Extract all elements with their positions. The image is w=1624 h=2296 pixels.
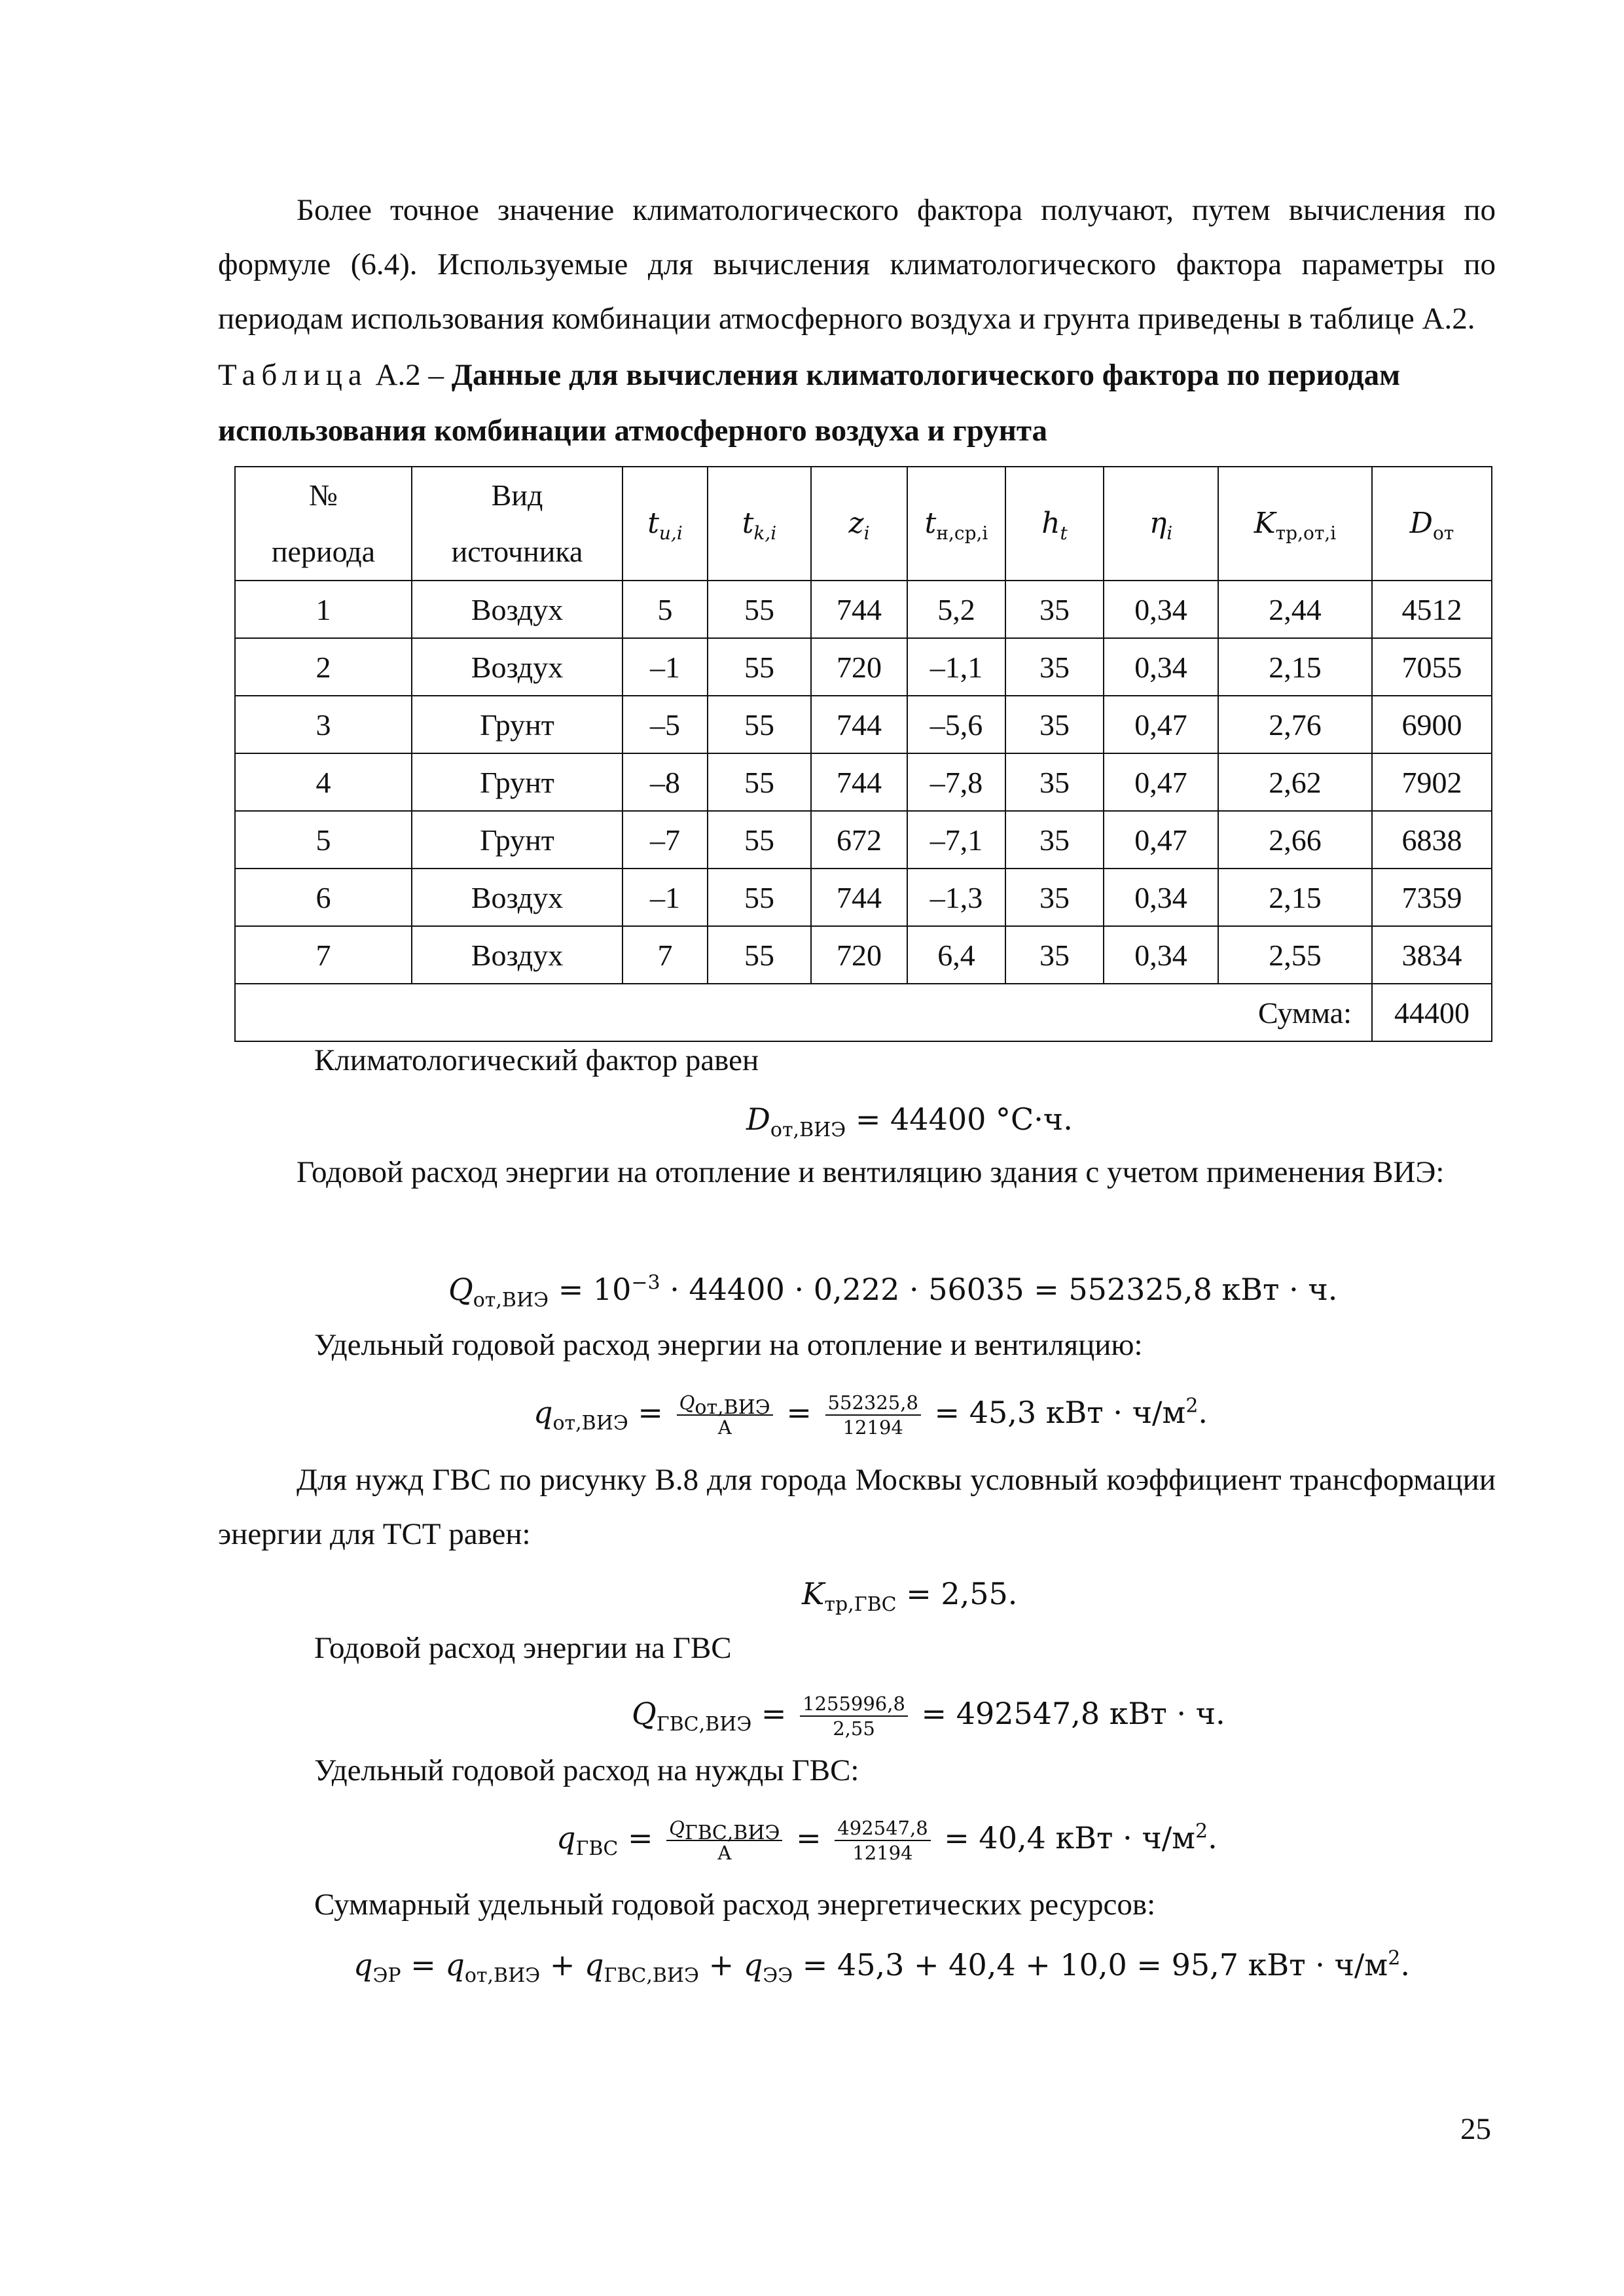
fraction-values: $\frac{552325,8}{12194}$ (825, 1391, 921, 1439)
table-cell: –1 (623, 638, 708, 696)
table-cell: 7902 (1372, 753, 1492, 811)
table-cell: 672 (811, 811, 907, 869)
table-cell: 35 (1005, 581, 1104, 638)
specific-dhw-text: Удельный годовой расход на нужды ГВС: (314, 1753, 859, 1787)
fraction-q-over-a: $\frac{Q_{от,ВИЭ}}{А}$ (677, 1391, 773, 1439)
table-cell: Воздух (412, 638, 623, 696)
header-k: $K_{тр,от,i}$ (1218, 467, 1372, 581)
table-cell: 0,47 (1104, 753, 1218, 811)
fraction-dhw-values: $\frac{492547,8}{12194}$ (835, 1816, 930, 1865)
table-cell: –8 (623, 753, 708, 811)
table-cell: 720 (811, 638, 907, 696)
table-cell: 2,62 (1218, 753, 1372, 811)
sum-label: Сумма: (235, 984, 1372, 1041)
header-z: $z_i$ (811, 467, 907, 581)
page-number: 25 (1460, 2112, 1491, 2146)
table-cell: –7,1 (907, 811, 1005, 869)
table-cell: 744 (811, 581, 907, 638)
table-cell: 0,47 (1104, 696, 1218, 753)
table-cell: 0,34 (1104, 581, 1218, 638)
table-row (235, 869, 1492, 926)
table-cell: 55 (708, 869, 811, 926)
table-cell: Грунт (412, 753, 623, 811)
table-cell: 35 (1005, 926, 1104, 984)
data-table (234, 466, 1492, 1042)
table-cell: 6 (235, 869, 412, 926)
table-cell: 55 (708, 638, 811, 696)
table-cell: –1,3 (907, 869, 1005, 926)
table-cell: 2 (235, 638, 412, 696)
header-period: № периода (235, 467, 412, 581)
table-cell: –7,8 (907, 753, 1005, 811)
table-cell: Воздух (412, 869, 623, 926)
table-cell: –5,6 (907, 696, 1005, 753)
table-caption-label: Таблица (218, 358, 368, 392)
table-sum-row (235, 984, 1492, 1041)
fraction-dhw: $\frac{1255996,8}{2,55}$ (800, 1692, 908, 1740)
table-cell: 55 (708, 811, 811, 869)
table-cell: 1 (235, 581, 412, 638)
dhw-paragraph: Для нужд ГВС по рисунку В.8 для города Москвы условный коэффициент трансформации энергии для ТСТ равен: (218, 1463, 1496, 1551)
table-cell: 7055 (1372, 638, 1492, 696)
table-cell: 7 (235, 926, 412, 984)
table-cell: 0,34 (1104, 638, 1218, 696)
table-cell: 6,4 (907, 926, 1005, 984)
table-cell: 4512 (1372, 581, 1492, 638)
table-row (235, 926, 1492, 984)
table-row (235, 811, 1492, 869)
table-cell: 5 (623, 581, 708, 638)
table-row (235, 581, 1492, 638)
annual-paragraph: Годовой расход энергии на отопление и вентиляцию здания с учетом применения ВИЭ: (297, 1155, 1445, 1189)
table-cell: –7 (623, 811, 708, 869)
table-cell: 720 (811, 926, 907, 984)
table-cell: 0,47 (1104, 811, 1218, 869)
table-cell: 2,15 (1218, 869, 1372, 926)
specific-heating-formula: $q_{от,ВИЭ}$ = $\frac{Q_{от,ВИЭ}}{А}$ = $\frac{552325,8}{12194}$ = 45,3 кВт · $ч/м^2$. (533, 1391, 1208, 1439)
table-caption-line1 (218, 355, 1400, 395)
table-cell: Воздух (412, 926, 623, 984)
table-cell: 2,55 (1218, 926, 1372, 984)
table-cell: –1,1 (907, 638, 1005, 696)
table-caption-line2: использования комбинации атмосферного воздуха и грунта (218, 414, 1047, 448)
table-cell: 7359 (1372, 869, 1492, 926)
table-cell: 35 (1005, 638, 1104, 696)
climate-text: Климатологический фактор равен (314, 1043, 759, 1077)
table-header-row (235, 467, 1492, 581)
table-cell: 55 (708, 926, 811, 984)
annual-dhw-text: Годовой расход энергии на ГВС (314, 1631, 732, 1665)
table-cell: 35 (1005, 869, 1104, 926)
table-cell: 4 (235, 753, 412, 811)
table-cell: Воздух (412, 581, 623, 638)
table-cell: 2,44 (1218, 581, 1372, 638)
table-cell: 6900 (1372, 696, 1492, 753)
table-cell: 5,2 (907, 581, 1005, 638)
table-cell: 35 (1005, 696, 1104, 753)
table-cell: 2,15 (1218, 638, 1372, 696)
climate-formula: $D_{от,ВИЭ} = 44400$ °С·ч. (746, 1102, 1073, 1142)
header-tn: $t_{н,ср,i}$ (907, 467, 1005, 581)
specific-heating-text: Удельный годовой расход энергии на отопление и вентиляцию: (314, 1328, 1143, 1362)
header-d: $D_{от}$ (1372, 467, 1492, 581)
table-cell: Грунт (412, 696, 623, 753)
table-cell: 55 (708, 696, 811, 753)
table-cell: 7 (623, 926, 708, 984)
table-cell: 3834 (1372, 926, 1492, 984)
annual-formula: $Q_{от,ВИЭ} = 10^{-3} \cdot 44400 \cdot 0,222 \cdot 56035 = 552325,8$ кВт · ч. (448, 1271, 1338, 1312)
header-tk: $t_{k,i}$ (708, 467, 811, 581)
table-cell: 55 (708, 581, 811, 638)
header-source: Вид источника (412, 467, 623, 581)
table-cell: 744 (811, 696, 907, 753)
table-cell: Грунт (412, 811, 623, 869)
table-cell: 744 (811, 753, 907, 811)
dhw-formula: $K_{тр,ГВС} = 2,55$. (802, 1576, 1018, 1617)
header-eta: $\eta_i$ (1104, 467, 1218, 581)
total-text: Суммарный удельный годовой расход энергетических ресурсов: (314, 1888, 1156, 1922)
table-cell: 35 (1005, 753, 1104, 811)
annual-dhw-formula: $Q_{ГВС,ВИЭ}$ = $\frac{1255996,8}{2,55}$ = 492547,8 кВт · ч. (632, 1693, 1225, 1740)
sum-value: 44400 (1372, 984, 1492, 1041)
header-tu: $t_{u,i}$ (623, 467, 708, 581)
table-cell: 35 (1005, 811, 1104, 869)
table-caption-number: А.2 – (367, 358, 452, 392)
table-cell: –5 (623, 696, 708, 753)
table-row (235, 696, 1492, 753)
intro-paragraph: Более точное значение климатологического фактора получают, путем вычисления по формуле (6.4). Используемые для вычисления климатологического фактора параметры по периодам использования комбинации атмосферного воздуха и грунта приведены в таблице А.2. (218, 193, 1496, 336)
total-formula: $q_{ЭР} = q_{от,ВИЭ} + q_{ГВС,ВИЭ} + q_{ЭЭ} = 45,3 + 40,4 + 10,0 = 95,7$ кВт · $ч/м^2$. (353, 1946, 1410, 1988)
header-h: $h_t$ (1005, 467, 1104, 581)
table-caption-title: Данные для вычисления климатологического фактора по периодам (451, 358, 1401, 392)
table-cell: 744 (811, 869, 907, 926)
table-cell: 3 (235, 696, 412, 753)
table-row (235, 753, 1492, 811)
table-cell: 0,34 (1104, 926, 1218, 984)
table-cell: 2,76 (1218, 696, 1372, 753)
table-cell: 2,66 (1218, 811, 1372, 869)
table-cell: 5 (235, 811, 412, 869)
table-cell: –1 (623, 869, 708, 926)
table-cell: 55 (708, 753, 811, 811)
table-cell: 0,34 (1104, 869, 1218, 926)
specific-dhw-formula: $q_{ГВС}$ = $\frac{Q_{ГВС,ВИЭ}}{А}$ = $\frac{492547,8}{12194}$ = 40,4 кВт · $ч/м^2$. (556, 1817, 1218, 1864)
table-row (235, 638, 1492, 696)
table-cell: 6838 (1372, 811, 1492, 869)
fraction-q-dhw-over-a: $\frac{Q_{ГВС,ВИЭ}}{А}$ (666, 1816, 782, 1865)
